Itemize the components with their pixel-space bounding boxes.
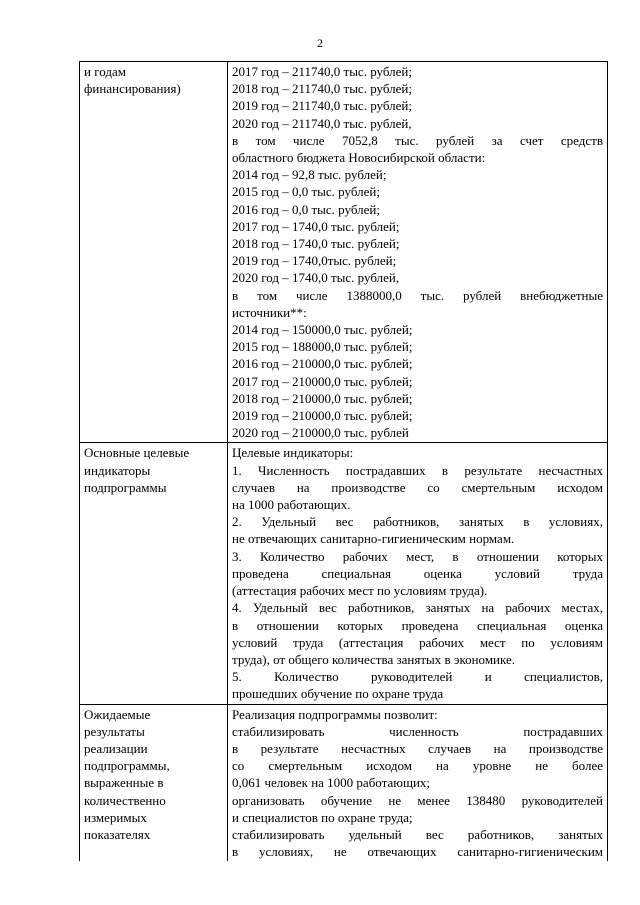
table-row [80,704,608,861]
content-line: 2017 год – 211740,0 тыс. рублей; [232,64,412,79]
content-line: в результате несчастных случаев на производстве [232,740,603,756]
content-line: (аттестация рабочих мест по условиям труда). [232,583,488,599]
content-line: 2018 год – 211740,0 тыс. рублей; [232,81,412,97]
label-line: результаты [84,723,145,739]
content-line: стабилизировать численность пострадавших [232,723,603,739]
content-line: 1. Численность пострадавших в результате несчастных [232,462,603,478]
content-line: условий труда (аттестация рабочих мест по условиям [232,634,603,650]
row-content-cell [228,62,608,443]
label-line: выраженные в [84,775,164,791]
content-line: и специалистов по охране труда; [232,809,413,825]
content-line: в условиях, не отвечающих санитарно-гигиеническим [232,844,603,860]
content-line: случаев на производстве со смертельным исходом [232,479,603,495]
label-line: реализации [84,740,148,756]
content-line: 2020 год – 1740,0 тыс. рублей, [232,270,400,286]
content-line: 2018 год – 1740,0 тыс. рублей; [232,236,400,252]
content-line: 2016 год – 0,0 тыс. рублей; [232,201,380,217]
label-line: и годам [84,64,126,79]
label-line: измеримых [84,809,147,825]
content-line: 2014 год – 150000,0 тыс. рублей; [232,322,413,338]
content-line: Реализация подпрограммы позволит: [232,706,438,722]
content-line: со смертельным исходом на уровне не более [232,758,603,774]
page-number: 2 [317,36,323,50]
content-line: 2017 год – 1740,0 тыс. рублей; [232,218,400,234]
content-line: в том числе 7052,8 тыс. рублей за счет средств [232,132,603,148]
label-line: индикаторы [84,462,151,478]
content-line: не отвечающих санитарно-гигиеническим нормам. [232,531,515,547]
content-line: 2014 год – 92,8 тыс. рублей; [232,167,387,183]
row-label-cell [80,62,228,443]
content-line: областного бюджета Новосибирской области: [232,150,486,166]
table-row [80,443,608,704]
label-line: показателях [84,826,151,842]
content-line: 5. Количество руководителей и специалистов, [232,669,603,685]
content-line: в том числе 1388000,0 тыс. рублей внебюджетные [232,287,603,303]
label-line: Ожидаемые [84,706,151,722]
content-line: 2018 год – 210000,0 тыс. рублей; [232,390,413,406]
content-line: труда), от общего количества занятых в экономике. [232,651,516,667]
content-line: 2. Удельный вес работников, занятых в условиях, [232,514,603,530]
content-line: 2016 год – 210000,0 тыс. рублей; [232,356,413,372]
content-line: 2017 год – 210000,0 тыс. рублей; [232,373,413,389]
row-content-cell [228,704,608,861]
content-line: 2019 год – 1740,0тыс. рублей; [232,253,397,269]
content-line: 3. Количество рабочих мест, в отношении которых [232,548,603,564]
content-line: 2015 год – 0,0 тыс. рублей; [232,184,380,200]
content-line: 2015 год – 188000,0 тыс. рублей; [232,339,413,355]
content-line: проведена специальная оценка условий труда [232,565,603,581]
content-line: Целевые индикаторы: [232,445,354,461]
row-label-cell [80,704,228,861]
label-line: Основные целевые [84,445,190,461]
content-line: организовать обучение не менее 138480 руководителей [232,792,603,808]
label-line: подпрограммы, [84,758,170,774]
content-line: 2020 год – 211740,0 тыс. рублей, [232,115,412,131]
content-line: источники**: [232,304,307,320]
content-line: 2020 год – 210000,0 тыс. рублей [232,425,409,441]
table-body [80,62,608,862]
content-line: 2019 год – 210000,0 тыс. рублей; [232,408,413,424]
row-content-cell [228,443,608,704]
content-line: 0,061 человек на 1000 работающих; [232,775,431,791]
content-line: прошедших обучение по охране труда [232,686,444,702]
content-line: 2019 год – 211740,0 тыс. рублей; [232,98,412,114]
label-line: подпрограммы [84,479,167,495]
label-line: финансирования) [84,81,181,97]
content-line: на 1000 работающих. [232,497,351,513]
table-row [80,62,608,443]
row-label-cell [80,443,228,704]
content-line: стабилизировать удельный вес работников, занятых [232,826,603,842]
content-line: 4. Удельный вес работников, занятых на рабочих местах, [232,600,603,616]
label-line: количественно [84,792,166,808]
passport-table [79,61,608,861]
content-line: в отношении которых проведена специальная оценка [232,617,603,633]
